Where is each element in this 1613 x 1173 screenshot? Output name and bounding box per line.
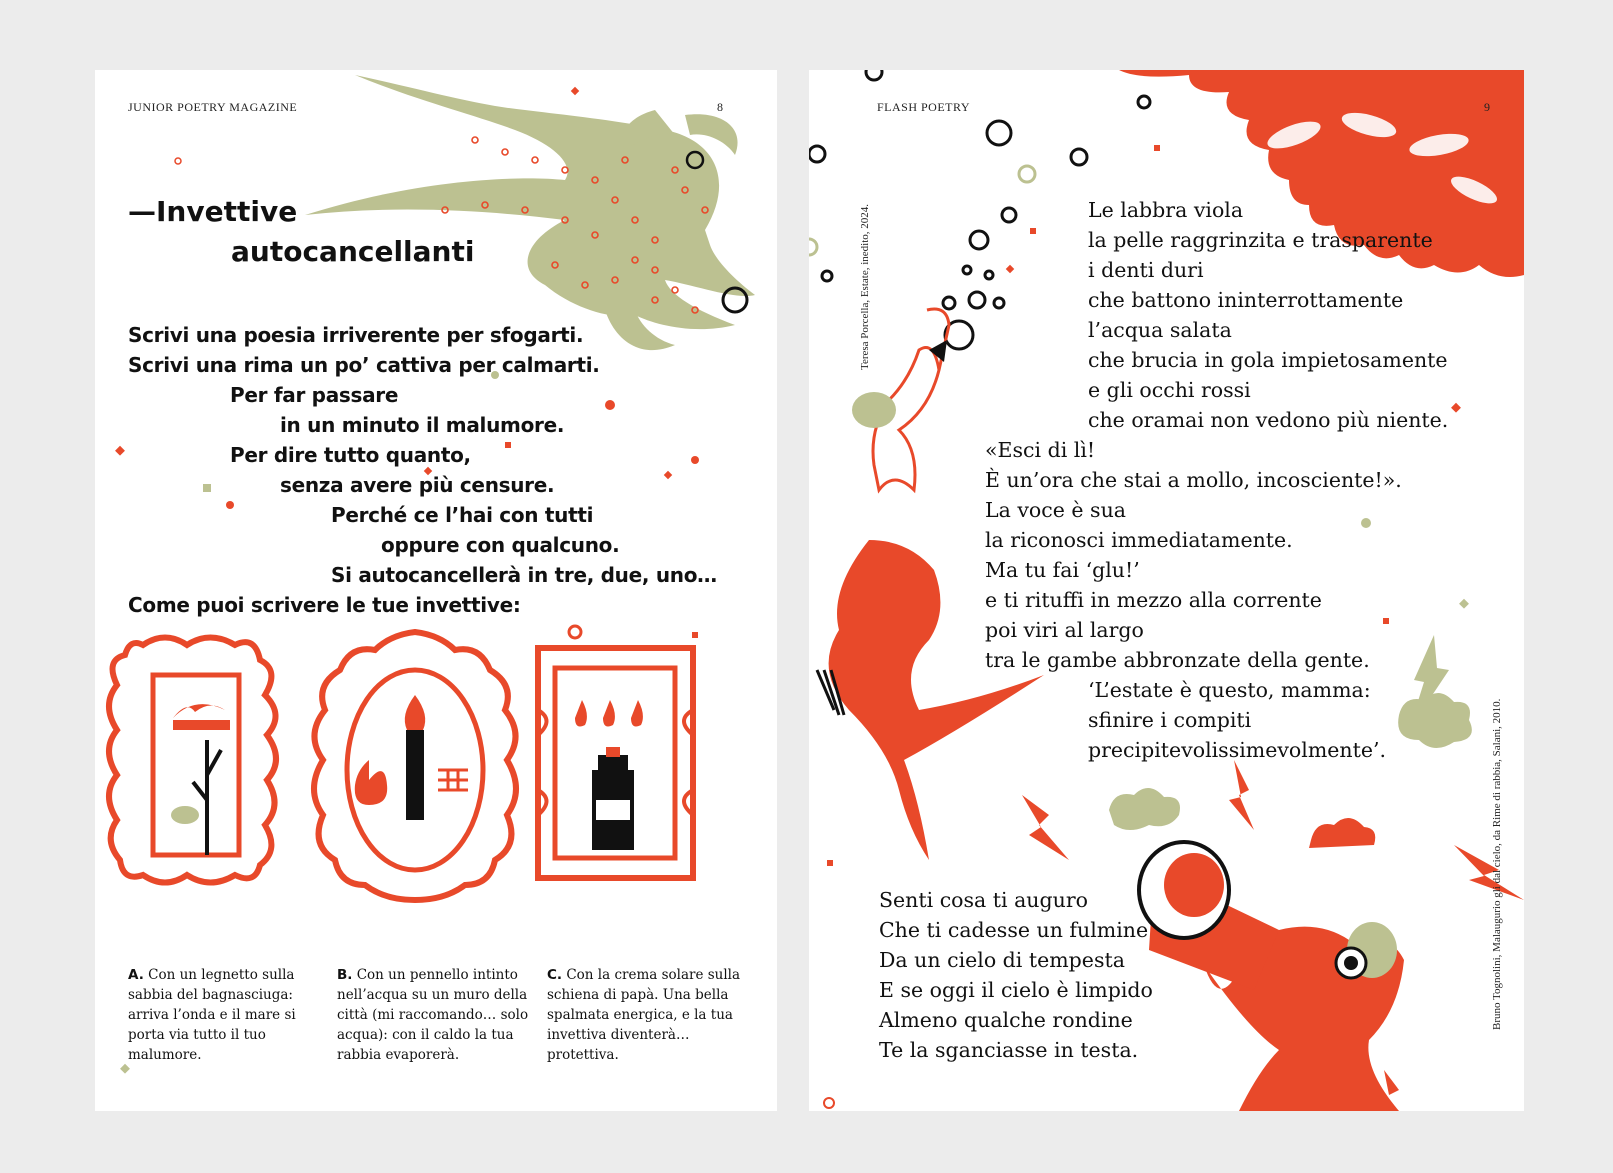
caption-letter: A.	[128, 967, 144, 983]
poem-line: Che ti cadesse un fulmine	[879, 918, 1149, 942]
poem-line: «Esci di lì!	[985, 438, 1096, 462]
poem-line: ‘L’estate è questo, mamma:	[1088, 678, 1371, 702]
page-number: 8	[717, 100, 723, 114]
poem-line: che brucia in gola impietosamente	[1088, 348, 1448, 372]
poem-line: Te la sganciasse in testa.	[879, 1038, 1139, 1062]
prompt-text	[128, 320, 717, 620]
prompt-line: in un minuto il malumore.	[280, 413, 565, 437]
right-page	[809, 70, 1524, 1111]
poem-line: Ma tu fai ‘glu!’	[985, 558, 1140, 582]
prompt-line: Scrivi una rima un po’ cattiva per calmarti.	[128, 353, 600, 377]
running-head: FLASH POETRY	[877, 100, 971, 114]
poem-line: precipitevolissimevolmente’.	[1088, 738, 1387, 762]
prompt-line: senza avere più censure.	[280, 473, 555, 497]
caption-a	[128, 965, 328, 1065]
poem-line: l’acqua salata	[1088, 318, 1232, 342]
frame-a-illustration	[109, 638, 276, 883]
wave-icon	[173, 704, 230, 730]
poem-line: che battono ininterrottamente	[1088, 288, 1404, 312]
prompt-line: Perché ce l’hai con tutti	[331, 503, 594, 527]
prompt-line: Per far passare	[230, 383, 399, 407]
poem-line: poi viri al largo	[985, 618, 1144, 642]
caption-text: Con la crema solare sulla schiena di papà. Una bella spalmata energica, e la tua invettiva diventerà… protettiva.	[547, 967, 741, 1063]
prompt-line: Si autocancellerà in tre, due, uno…	[331, 563, 717, 587]
poem-line: Almeno qualche rondine	[879, 1008, 1133, 1032]
brick-icon	[438, 770, 468, 790]
telescope-boy-illustration	[1139, 842, 1404, 1111]
cream-drops-icon	[575, 700, 643, 726]
poem-line: E se oggi il cielo è limpido	[879, 978, 1153, 1002]
left-page	[95, 70, 777, 1111]
caption-letter: C.	[547, 967, 563, 983]
page-number: 9	[1484, 100, 1490, 114]
poem-malaugurio	[879, 885, 1153, 1065]
poem-estate-stanza-2	[985, 435, 1402, 675]
prompt-line: Come puoi scrivere le tue invettive:	[128, 593, 521, 617]
brush-tip-icon	[405, 695, 425, 730]
caption-c	[547, 965, 747, 1065]
caption-b	[337, 965, 537, 1065]
prompt-line: Scrivi una poesia irriverente per sfogarti.	[128, 323, 584, 347]
prompt-line: oppure con qualcuno.	[381, 533, 620, 557]
caption-text: Con un pennello intinto nell’acqua su un muro della città (mi raccomando… solo acqua): con il caldo la tua rabbia evaporerà.	[337, 967, 529, 1063]
poem-line: tra le gambe abbronzate della gente.	[985, 648, 1370, 672]
poem-estate-stanza-3	[1088, 675, 1386, 765]
title-line-1: —Invettive	[128, 195, 298, 228]
page-title	[128, 192, 474, 272]
prompt-line: Per dire tutto quanto,	[230, 443, 471, 467]
poem-line: i denti duri	[1088, 258, 1204, 282]
poem-line: È un’ora che stai a mollo, incosciente!».	[985, 468, 1402, 492]
poem-line: sfinire i compiti	[1088, 708, 1252, 732]
caption-text: Con un legnetto sulla sabbia del bagnasciuga: arriva l’onda e il mare si porta via tutto il tuo malumore.	[128, 967, 296, 1063]
poem-line: la pelle raggrinzita e trasparente	[1088, 228, 1433, 252]
poem-line: Le labbra viola	[1088, 198, 1244, 222]
running-head: JUNIOR POETRY MAGAZINE	[128, 100, 298, 114]
caption-letter: B.	[337, 967, 353, 983]
poem-line: La voce è sua	[985, 498, 1126, 522]
poem-line: e ti rituffi in mezzo alla corrente	[985, 588, 1322, 612]
title-line-2: autocancellanti	[231, 235, 475, 268]
stick-icon	[193, 740, 221, 855]
brush-icon	[406, 730, 424, 820]
poem-line: la riconosci immediatamente.	[985, 528, 1293, 552]
poem-line: Senti cosa ti auguro	[879, 888, 1088, 912]
poem-line: che oramai non vedono più niente.	[1088, 408, 1449, 432]
sunscreen-bottle-icon	[592, 747, 634, 850]
leaf-icon	[171, 806, 199, 824]
drop-icon	[355, 760, 387, 805]
poem-credit-bottom: Bruno Tognolini, Malaugurio gli dal cielo, da Rime di rabbia, Salani, 2010.	[1491, 698, 1503, 1030]
poem-estate-stanza-1	[1088, 195, 1448, 435]
poem-line: Da un cielo di tempesta	[879, 948, 1125, 972]
poem-line: e gli occhi rossi	[1088, 378, 1251, 402]
poem-credit-top: Teresa Porcella, Estate, inedito, 2024.	[859, 203, 871, 370]
